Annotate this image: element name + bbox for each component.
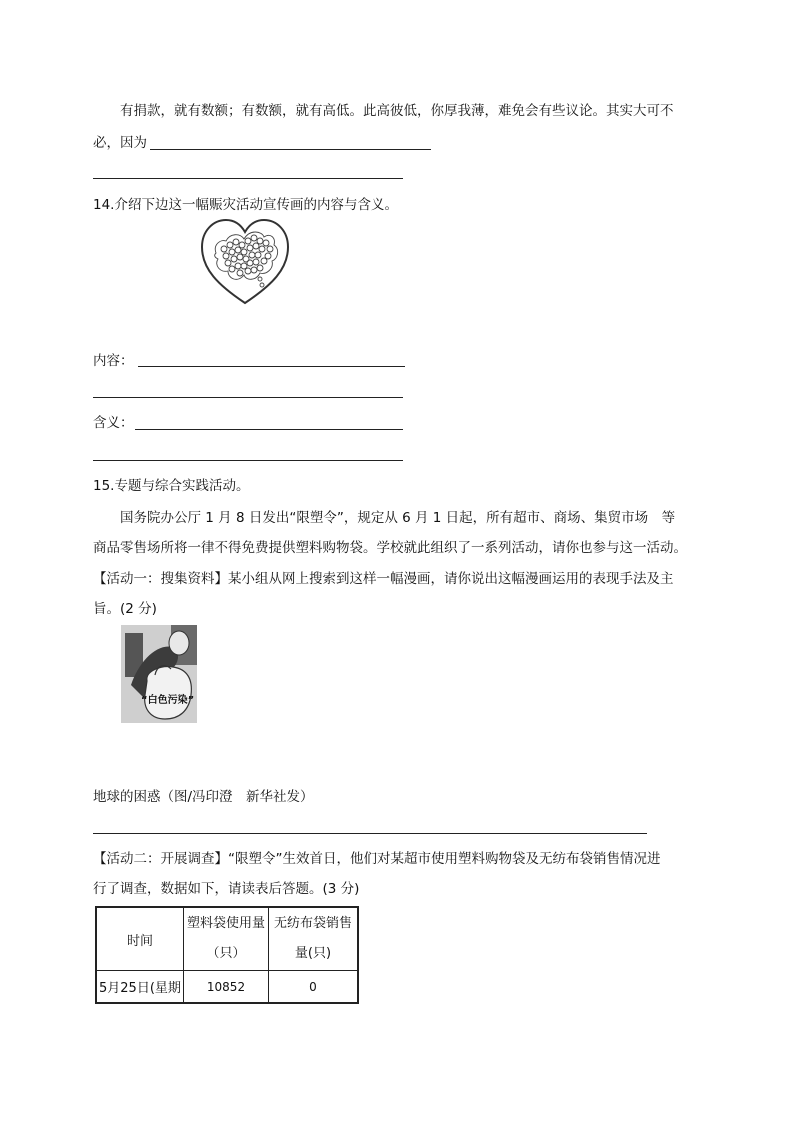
q15-activity1-line2: 旨。(2 分)	[93, 601, 157, 617]
q13-paragraph-line1: 有捐款，就有数额；有数额，就有高低。此高彼低，你厚我薄，难免会有些议论。其实大可不	[120, 103, 674, 119]
q15-activity1-line1: 【活动一：搜集资料】某小组从网上搜索到这样一幅漫画，请你说出这幅漫画运用的表现手法及主	[93, 571, 674, 587]
row-nonwoven-cell: 0	[269, 971, 359, 1004]
plastic-bag-cartoon-icon	[121, 625, 197, 723]
bag-usage-table	[95, 906, 359, 1004]
header-nonwoven-cell	[269, 907, 359, 971]
q14-meaning-label: 含义：	[93, 415, 134, 431]
header-nonwoven-line1: 无纺布袋销售	[273, 916, 352, 931]
white-pollution-cartoon-image	[121, 625, 197, 723]
heart-map-poster-image	[198, 215, 292, 307]
q14-meaning-answer-line-1[interactable]	[135, 429, 403, 430]
row-plastic-cell: 10852	[184, 971, 269, 1004]
header-plastic-cell	[184, 907, 269, 971]
heart-map-icon	[198, 215, 292, 307]
q13-paragraph-line2: 必，因为	[93, 135, 147, 151]
q15-title: 15.专题与综合实践活动。	[93, 478, 250, 494]
q14-content-answer-line-2[interactable]	[93, 397, 403, 398]
q14-content-answer-line-1[interactable]	[138, 366, 405, 367]
q15-activity2-line1: 【活动二：开展调查】“限塑令”生效首日，他们对某超市使用塑料购物袋及无纺布袋销售情况进	[93, 851, 661, 867]
header-plastic-line1: 塑料袋使用量	[186, 916, 265, 931]
row-date-cell: 5月25日(星期	[96, 971, 184, 1004]
header-time-cell	[96, 907, 184, 971]
header-plastic-line2: （只）	[206, 946, 246, 961]
q14-content-label: 内容：	[93, 353, 134, 369]
cartoon-bag-label: “白色污染”	[141, 695, 195, 706]
header-time-label: 时间	[126, 933, 153, 949]
q15-activity2-line2: 行了调查，数据如下，请读表后答题。(3 分)	[93, 881, 360, 897]
header-nonwoven-line2: 量(只)	[294, 946, 332, 961]
q14-prompt: 14.介绍下边这一幅赈灾活动宣传画的内容与含义。	[93, 197, 398, 213]
q14-meaning-answer-line-2[interactable]	[93, 460, 403, 461]
table-row	[96, 971, 358, 1004]
q13-answer-line-1[interactable]	[150, 149, 431, 150]
activity1-answer-line[interactable]	[93, 833, 647, 834]
cartoon-caption: 地球的困惑（图/冯印澄 新华社发）	[93, 789, 314, 805]
q13-answer-line-2[interactable]	[93, 178, 403, 179]
table-header-row	[96, 907, 358, 971]
q15-intro-line1: 国务院办公厅 1 月 8 日发出“限塑令”，规定从 6 月 1 日起，所有超市、商场、集贸市场 等	[120, 510, 676, 526]
q15-intro-line2: 商品零售场所将一律不得免费提供塑料购物袋。学校就此组织了一系列活动，请你也参与这一活动。	[93, 540, 687, 556]
